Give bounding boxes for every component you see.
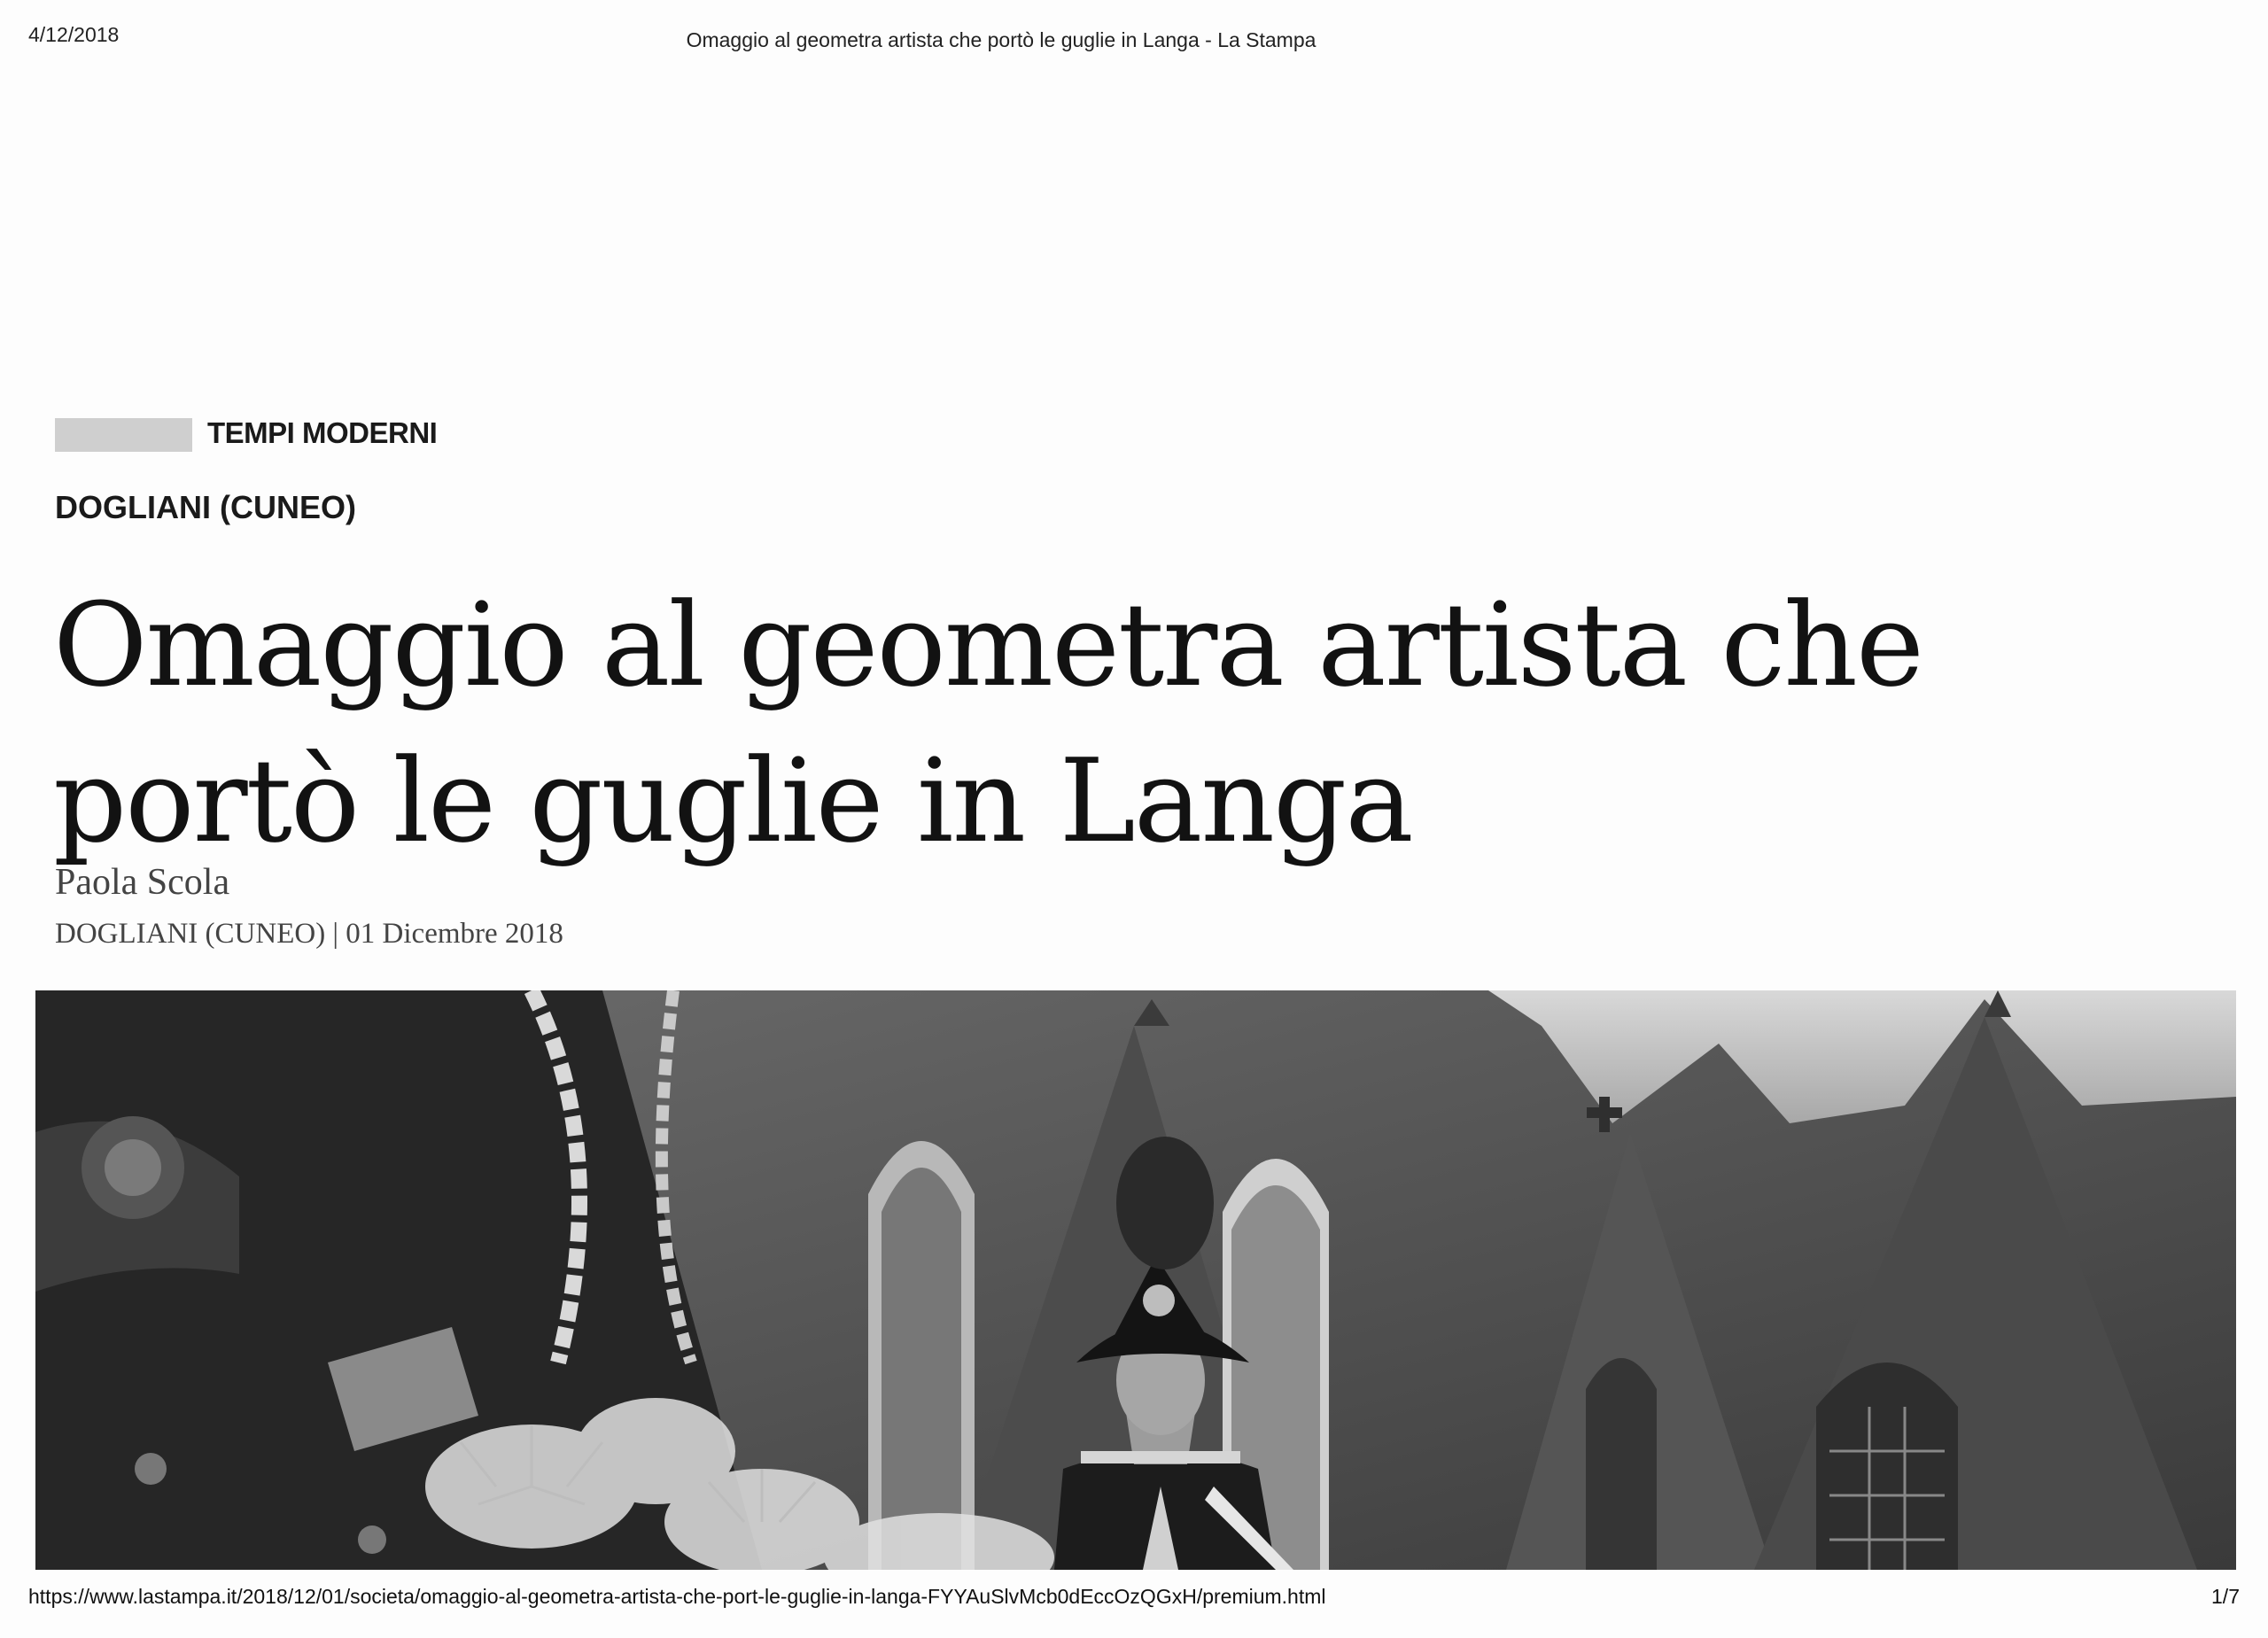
- location-kicker: DOGLIANI (CUNEO): [55, 489, 356, 525]
- print-page-title: Omaggio al geometra artista che portò le guglie in Langa - La Stampa: [686, 28, 1317, 51]
- print-page-number: 1/7: [2211, 1585, 2240, 1608]
- article-headline: [53, 567, 2215, 879]
- headline-line-2: portò le guglie in Langa: [53, 734, 1412, 868]
- article-dateline: DOGLIANI (CUNEO) | 01 Dicembre 2018: [55, 918, 563, 950]
- headline-line-1: Omaggio al geometra artista che: [53, 578, 1922, 712]
- article-photo-illustration: [35, 990, 2236, 1570]
- print-footer-url[interactable]: https://www.lastampa.it/2018/12/01/societa/omaggio-al-geometra-artista-che-port-le-guglie-in-langa-FYYAuSlvMcb0dEccOzQGxH/premium.html: [28, 1585, 1326, 1608]
- print-date: 4/12/2018: [28, 23, 120, 46]
- author-byline[interactable]: Paola Scola: [55, 862, 230, 903]
- section-label[interactable]: TEMPI MODERNI: [207, 416, 438, 449]
- section-color-bar: [55, 418, 192, 452]
- article-photo: [35, 990, 2236, 1570]
